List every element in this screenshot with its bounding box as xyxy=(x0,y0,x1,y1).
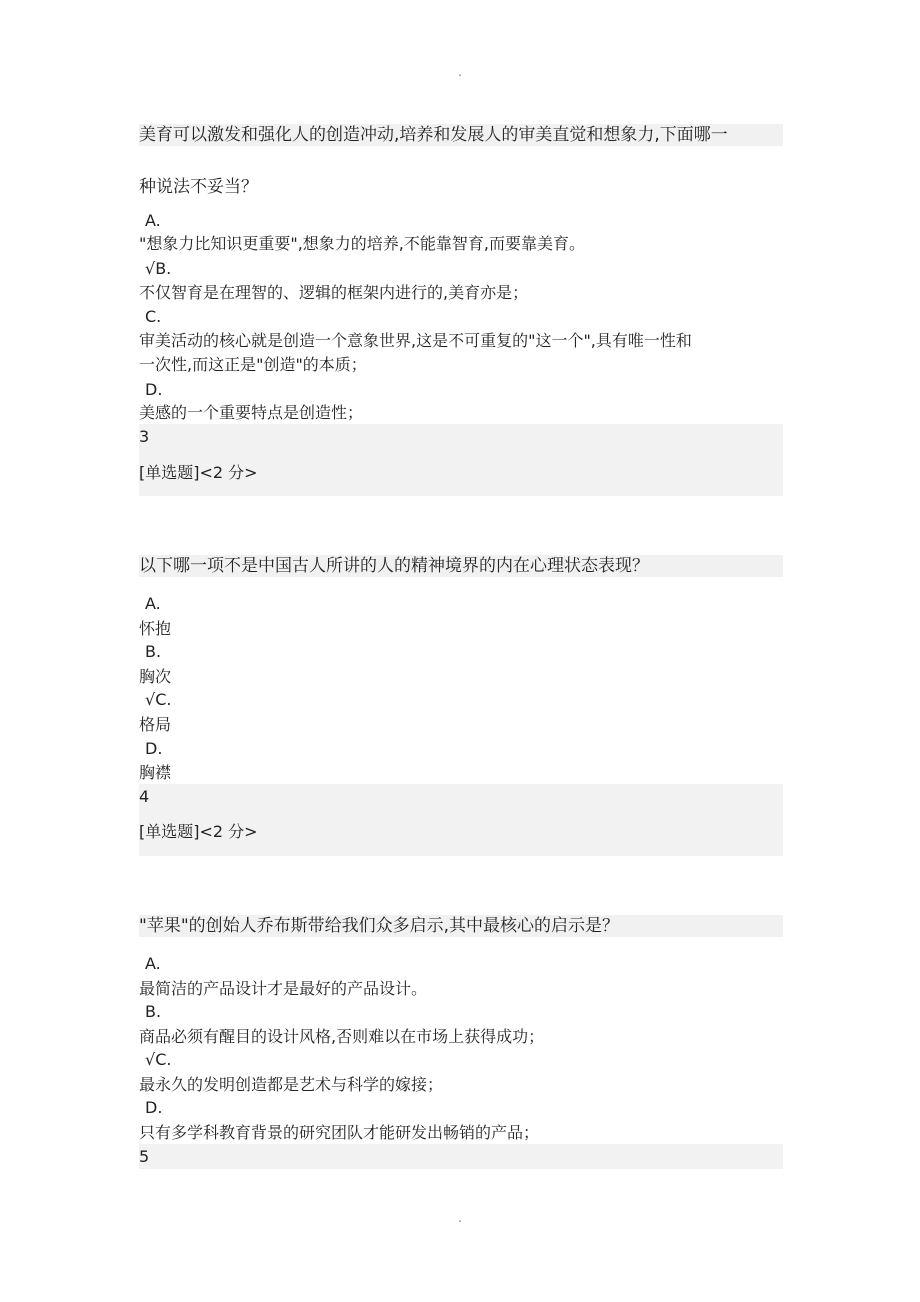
question-4-number: 4 xyxy=(139,787,150,806)
q2-option-c-text-line2: 一次性,而这正是"创造"的本质； xyxy=(139,355,367,374)
q4-option-a-text: 最简洁的产品设计才是最好的产品设计。 xyxy=(139,979,428,998)
question-4-header xyxy=(139,784,783,856)
q2-option-d-text: 美感的一个重要特点是创造性； xyxy=(139,403,364,422)
q4-option-d-label: D. xyxy=(145,1098,163,1117)
q4-option-a-label: A. xyxy=(145,954,161,973)
q2-option-d-label: D. xyxy=(145,380,163,399)
q3-option-a-text: 怀抱 xyxy=(139,619,172,638)
page-top-mark: . xyxy=(458,65,462,79)
q4-option-c-text: 最永久的发明创造都是艺术与科学的嫁接； xyxy=(139,1075,444,1094)
question-4-meta: [单选题]<2 分> xyxy=(139,822,258,841)
question-5-number: 5 xyxy=(139,1147,150,1166)
q3-option-b-text: 胸次 xyxy=(139,667,172,686)
question-2-text-line2: 种说法不妥当？ xyxy=(139,177,258,197)
question-4-text: "苹果"的创始人乔布斯带给我们众多启示,其中最核心的启示是？ xyxy=(139,915,783,937)
q3-option-d-label: D. xyxy=(145,739,163,758)
q2-option-c-text-line1: 审美活动的核心就是创造一个意象世界,这是不可重复的"这一个",具有唯一性和 xyxy=(139,331,692,350)
q4-option-b-text: 商品必须有醒目的设计风格,否则难以在市场上获得成功； xyxy=(139,1027,545,1046)
q3-option-b-label: B. xyxy=(145,642,162,661)
question-2-text-line1: 美育可以激发和强化人的创造冲动,培养和发展人的审美直觉和想象力,下面哪一 xyxy=(139,124,783,146)
q2-option-b-label: √B. xyxy=(145,259,172,278)
q2-option-c-label: C. xyxy=(145,307,162,326)
q2-option-a-label: A. xyxy=(145,211,161,230)
question-5-header xyxy=(139,1144,783,1169)
q3-option-c-text: 格局 xyxy=(139,715,172,734)
question-3-meta: [单选题]<2 分> xyxy=(139,463,258,482)
page-bottom-mark: . xyxy=(458,1211,462,1225)
q4-option-d-text: 只有多学科教育背景的研究团队才能研发出畅销的产品； xyxy=(139,1123,540,1142)
q2-option-b-text: 不仅智育是在理智的、逻辑的框架内进行的,美育亦是； xyxy=(139,283,529,302)
question-3-header xyxy=(139,424,783,496)
q4-option-b-label: B. xyxy=(145,1002,162,1021)
question-3-text: 以下哪一项不是中国古人所讲的人的精神境界的内在心理状态表现？ xyxy=(139,555,783,577)
question-3-number: 3 xyxy=(139,427,150,446)
q4-option-c-label: √C. xyxy=(145,1050,172,1069)
q3-option-c-label: √C. xyxy=(145,690,172,709)
q3-option-d-text: 胸襟 xyxy=(139,763,172,782)
q3-option-a-label: A. xyxy=(145,594,161,613)
q2-option-a-text: "想象力比知识更重要",想象力的培养,不能靠智育,而要靠美育。 xyxy=(139,234,585,253)
